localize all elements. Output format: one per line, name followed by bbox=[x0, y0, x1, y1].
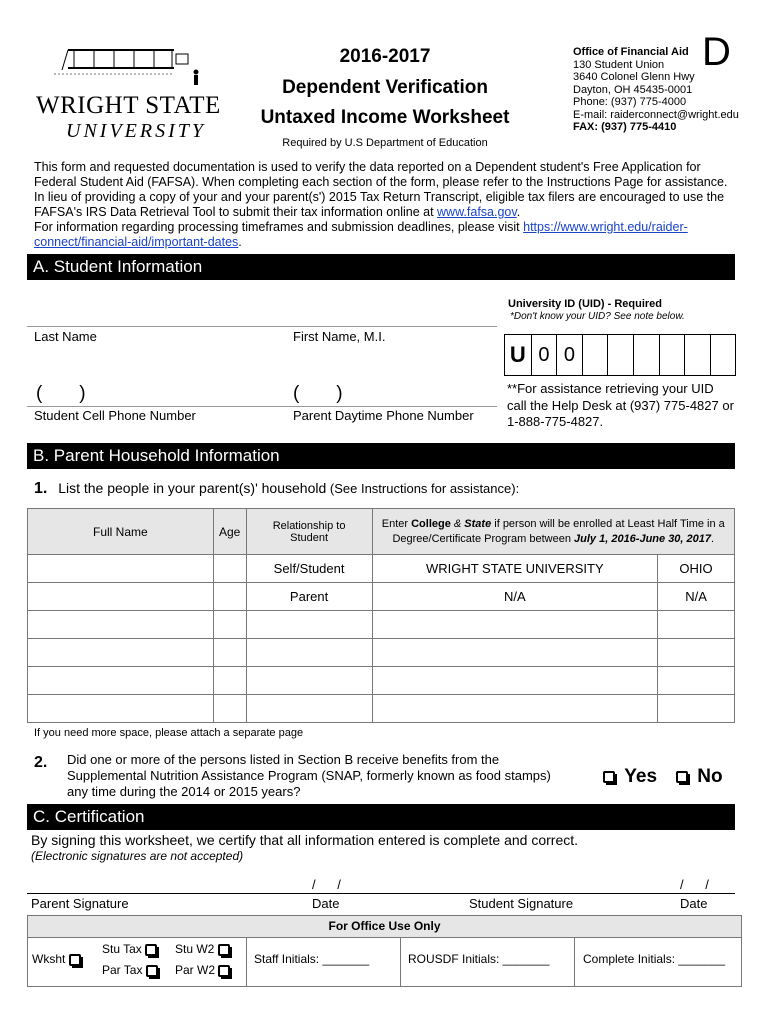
form-title-1: Dependent Verification bbox=[282, 77, 488, 98]
q2-line: Did one or more of the persons listed in Section B receive benefits from the bbox=[67, 752, 500, 767]
wksht-label: Wksht bbox=[32, 952, 66, 966]
text: if person will be enrolled at Least Half Time in a Degree/Certificate Program between bbox=[392, 517, 725, 545]
section-c-header: C. Certification bbox=[27, 804, 735, 830]
phone-field-line bbox=[27, 406, 497, 407]
uid-char-box[interactable] bbox=[582, 335, 608, 375]
no-label: No bbox=[697, 766, 723, 787]
table-cell-name[interactable] bbox=[28, 611, 214, 639]
table-cell-college[interactable] bbox=[372, 667, 658, 695]
last-name-label: Last Name bbox=[34, 329, 97, 344]
q2-number: 2. bbox=[34, 754, 48, 771]
staff-initials: Staff Initials: _______ bbox=[254, 952, 370, 966]
form-letter: D bbox=[702, 30, 731, 74]
table-cell-rel[interactable]: Self/Student bbox=[246, 555, 372, 583]
table-cell-name[interactable] bbox=[28, 667, 214, 695]
table-cell-college[interactable] bbox=[372, 695, 658, 723]
table-cell-college[interactable]: N/A bbox=[372, 583, 658, 611]
yes-checkbox[interactable] bbox=[603, 771, 615, 783]
table-cell-name[interactable] bbox=[28, 555, 214, 583]
col-header: Age bbox=[213, 509, 246, 555]
stu-w2-label: Stu W2 bbox=[175, 942, 215, 956]
no-checkbox[interactable] bbox=[676, 771, 688, 783]
table-cell-age[interactable] bbox=[213, 555, 246, 583]
stu-w2-item[interactable] bbox=[175, 942, 230, 956]
col-header: Full Name bbox=[28, 509, 214, 555]
table-cell-college[interactable] bbox=[372, 611, 658, 639]
student-signature-label: Student Signature bbox=[469, 896, 574, 911]
q1-number: 1. bbox=[34, 480, 48, 497]
uid-char-box[interactable]: 0 bbox=[556, 335, 582, 375]
table-cell-college[interactable] bbox=[372, 639, 658, 667]
uid-char-box[interactable]: U bbox=[509, 342, 526, 367]
par-tax-checkbox[interactable] bbox=[146, 965, 158, 977]
uid-char-box[interactable] bbox=[659, 335, 685, 375]
uid-label: University ID (UID) - Required bbox=[508, 298, 663, 310]
table-cell-age[interactable] bbox=[213, 583, 246, 611]
intro-paragraph: This form and requested documentation is used to verify the data reported on a Dependent student's Free Application for Federal Student Aid (FAFSA). When completing each section of the form, please refer to the Instructions Page for assistance. In lieu of providing a copy of your and your parent(s') 2015 Tax Return Transcript, eligible tax filers are encouraged to use the FAFSA's IRS Data Retrieval Tool to submit their tax information online at bbox=[34, 160, 728, 219]
fax-label: FAX bbox=[573, 121, 595, 133]
required-note: Required by U.S Department of Education bbox=[282, 137, 488, 149]
office-divider bbox=[574, 938, 575, 987]
university-logo bbox=[34, 44, 224, 140]
uid-char-box[interactable] bbox=[607, 335, 633, 375]
first-name-label: First Name, M.I. bbox=[293, 329, 386, 344]
yes-label: Yes bbox=[624, 766, 658, 787]
office-divider bbox=[246, 938, 247, 987]
wright-flyer-icon bbox=[34, 44, 224, 88]
col-header: Relationship to Student bbox=[246, 509, 372, 555]
text: Enter bbox=[381, 517, 412, 530]
q2-line: Supplemental Nutrition Assistance Program (SNAP, formerly known as food stamps) bbox=[67, 768, 551, 783]
text: July 1, 2016-June 30, 2017 bbox=[574, 532, 712, 545]
table-cell-rel[interactable]: Parent bbox=[246, 583, 372, 611]
text: . bbox=[711, 532, 715, 545]
household-table-header bbox=[28, 509, 735, 555]
form-year: 2016-2017 bbox=[339, 46, 431, 67]
uid-char-box[interactable] bbox=[710, 335, 736, 375]
text: & bbox=[450, 517, 465, 530]
table-row bbox=[28, 583, 735, 611]
signature-line bbox=[27, 893, 735, 894]
uid-help-text: **For assistance retrieving your UID call the Help Desk at (937) 775-4827 or 1-888-775-4827. bbox=[507, 381, 734, 429]
uid-char-box[interactable] bbox=[633, 335, 659, 375]
more-space-note: If you need more space, please attach a separate page bbox=[34, 727, 304, 739]
snap-yes-option[interactable] bbox=[603, 766, 657, 788]
table-cell-rel[interactable] bbox=[246, 695, 372, 723]
certification-text: By signing this worksheet, we certify that all information entered is complete and correct. bbox=[31, 832, 579, 848]
uid-note: *Don't know your UID? See note below. bbox=[510, 311, 685, 322]
address-line: 130 Student Union bbox=[573, 58, 665, 71]
col-header-college bbox=[372, 509, 734, 555]
fax-value: : (937) 775-4410 bbox=[594, 121, 677, 133]
table-cell-age[interactable] bbox=[213, 667, 246, 695]
q1 bbox=[34, 480, 519, 498]
table-cell-state[interactable] bbox=[658, 611, 735, 639]
table-cell-name[interactable] bbox=[28, 695, 214, 723]
par-w2-item[interactable] bbox=[175, 963, 230, 977]
parent-phone-label: Parent Daytime Phone Number bbox=[293, 408, 474, 423]
rousdf-initials: ROUSDF Initials: _______ bbox=[408, 952, 550, 966]
par-tax-label: Par Tax bbox=[102, 963, 143, 977]
office-fax bbox=[573, 121, 739, 134]
form-title-block bbox=[250, 46, 520, 149]
q2-text bbox=[67, 752, 551, 800]
deadlines-link[interactable]: https://www.wright.edu/raider-connect/financial-aid/important-dates bbox=[34, 220, 688, 249]
certification-note: (Electronic signatures are not accepted) bbox=[31, 849, 244, 863]
office-use-box bbox=[27, 915, 742, 987]
parent-phone-paren: ( ) bbox=[293, 383, 343, 404]
office-name: Office of Financial Aid bbox=[573, 46, 689, 58]
wksht-item[interactable] bbox=[32, 952, 81, 966]
table-row bbox=[28, 611, 735, 639]
table-cell-rel[interactable] bbox=[246, 667, 372, 695]
section-a-header: A. Student Information bbox=[27, 254, 735, 280]
table-cell-rel[interactable] bbox=[246, 611, 372, 639]
table-cell-age[interactable] bbox=[213, 695, 246, 723]
table-cell-name[interactable] bbox=[28, 583, 214, 611]
complete-initials: Complete Initials: _______ bbox=[583, 952, 726, 966]
par-w2-label: Par W2 bbox=[175, 963, 216, 977]
uid-char-box[interactable]: 0 bbox=[531, 335, 557, 375]
date-slashes-1: / / bbox=[312, 877, 341, 892]
q1-note: (See Instructions for assistance): bbox=[329, 481, 520, 496]
address-line: Dayton, OH 45435-0001 bbox=[573, 83, 693, 96]
parent-date-label: Date bbox=[312, 896, 340, 911]
table-cell-state[interactable]: OHIO bbox=[658, 555, 735, 583]
table-row bbox=[28, 695, 735, 723]
intro-paragraph-2: For information regarding processing timeframes and submission deadlines, please visit bbox=[34, 220, 524, 234]
table-cell-name[interactable] bbox=[28, 639, 214, 667]
wksht-checkbox[interactable] bbox=[69, 954, 81, 966]
uid-boxes[interactable] bbox=[504, 334, 736, 376]
household-table bbox=[27, 508, 735, 723]
stu-tax-item[interactable] bbox=[102, 942, 157, 956]
office-phone: Phone: (937) 775-4000 bbox=[573, 96, 687, 108]
stu-tax-checkbox[interactable] bbox=[145, 944, 157, 956]
q2-line: any time during the 2014 or 2015 years? bbox=[67, 784, 301, 799]
student-date-label: Date bbox=[680, 896, 708, 911]
logo-subtitle: UNIVERSITY bbox=[66, 120, 206, 142]
office-use-title: For Office Use Only bbox=[28, 916, 741, 938]
text: College bbox=[411, 517, 451, 530]
uid-char-box[interactable] bbox=[684, 335, 710, 375]
punct: . bbox=[238, 235, 242, 249]
date-slashes-2: / / bbox=[680, 877, 709, 892]
parent-signature-label: Parent Signature bbox=[31, 896, 129, 911]
table-cell-state[interactable] bbox=[658, 639, 735, 667]
name-field-line bbox=[27, 326, 497, 327]
logo-title: WRIGHT STATE bbox=[36, 92, 221, 119]
stu-tax-label: Stu Tax bbox=[102, 942, 142, 956]
form-title-2: Untaxed Income Worksheet bbox=[260, 107, 510, 128]
student-phone-label: Student Cell Phone Number bbox=[34, 408, 196, 423]
table-cell-state[interactable]: N/A bbox=[658, 583, 735, 611]
table-cell-rel[interactable] bbox=[246, 639, 372, 667]
table-row bbox=[28, 667, 735, 695]
office-email: E-mail: raiderconnect@wright.edu bbox=[573, 108, 739, 121]
table-cell-state[interactable] bbox=[658, 667, 735, 695]
text: State bbox=[464, 517, 492, 530]
snap-no-option[interactable] bbox=[676, 766, 723, 788]
address-line: 3640 Colonel Glenn Hwy bbox=[573, 71, 695, 83]
fafsa-link[interactable]: www.fafsa.gov bbox=[437, 205, 517, 219]
par-w2-checkbox[interactable] bbox=[218, 965, 230, 977]
table-cell-age[interactable] bbox=[213, 639, 246, 667]
intro-text bbox=[34, 160, 736, 250]
student-phone-paren: ( ) bbox=[36, 383, 86, 404]
section-b-header: B. Parent Household Information bbox=[27, 443, 735, 469]
table-cell-age[interactable] bbox=[213, 611, 246, 639]
office-divider bbox=[400, 938, 401, 987]
q1-text: List the people in your parent(s)' household bbox=[58, 480, 327, 496]
table-row bbox=[28, 555, 735, 583]
punct: . bbox=[516, 205, 521, 219]
par-tax-item[interactable] bbox=[102, 963, 158, 977]
table-row bbox=[28, 639, 735, 667]
stu-w2-checkbox[interactable] bbox=[218, 944, 230, 956]
table-cell-state[interactable] bbox=[658, 695, 735, 723]
table-cell-college[interactable]: WRIGHT STATE UNIVERSITY bbox=[372, 555, 658, 583]
